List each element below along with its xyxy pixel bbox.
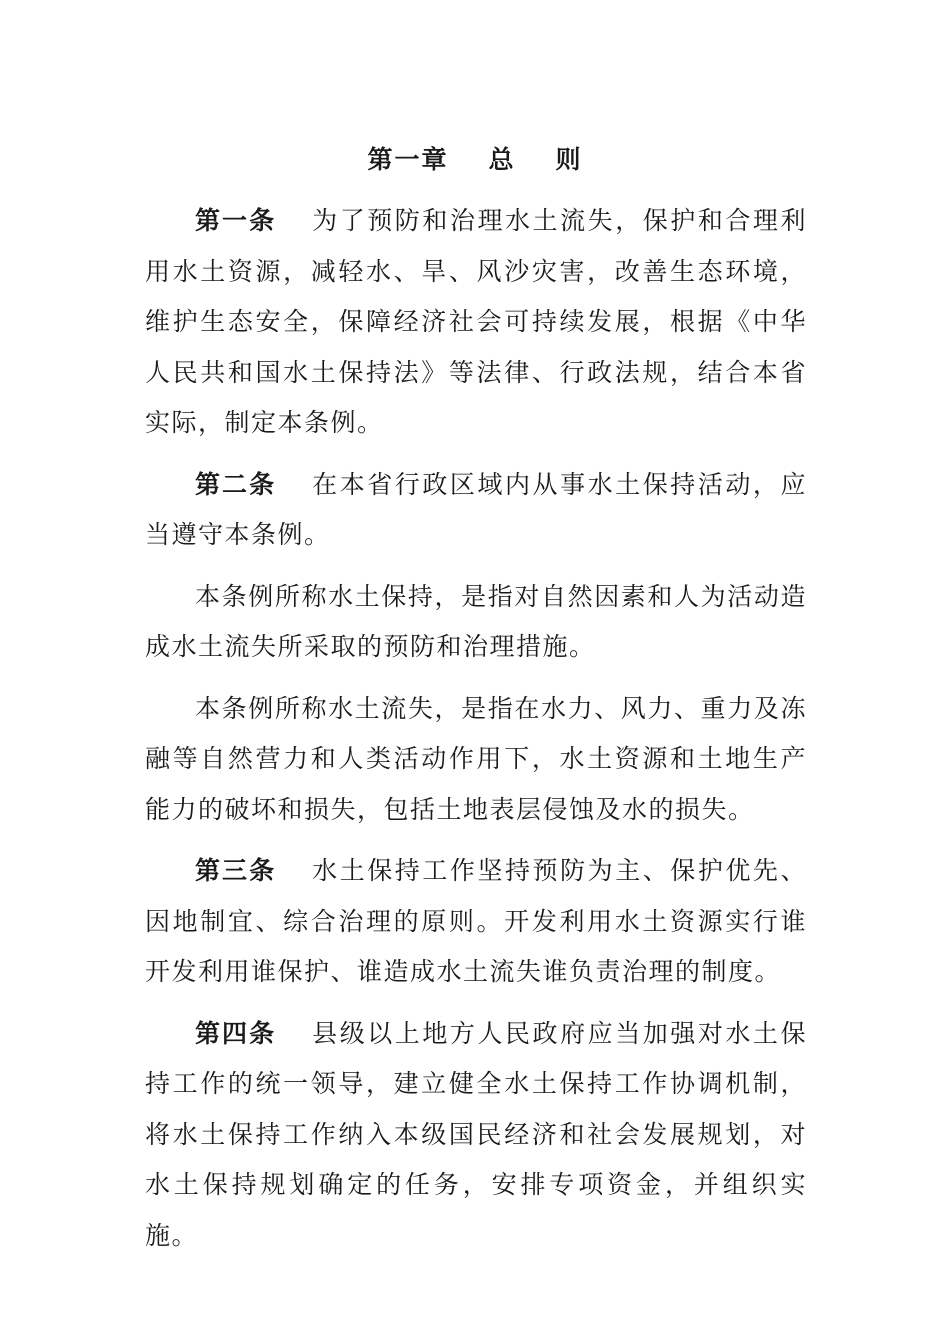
article-label: 第二条 xyxy=(195,469,277,499)
article-label: 第三条 xyxy=(195,856,277,885)
chapter-name-char-1: 总 xyxy=(488,145,516,174)
article-1 xyxy=(145,196,807,449)
paragraph-text: 本条例所称水土流失，是指在水力、风力、重力及冻融等自然营力和人类活动作用下，水土资源和土地生产能力的破坏和损失，包括土地表层侵蚀及水的损失。 xyxy=(145,693,807,824)
article-label: 第四条 xyxy=(195,1018,277,1048)
article-3 xyxy=(145,846,807,998)
article-2 xyxy=(145,460,807,561)
document-body xyxy=(145,196,807,1272)
article-label: 第一条 xyxy=(195,206,277,235)
article-text: 县级以上地方人民政府应当加强对水土保持工作的统一领导，建立健全水土保持工作协调机制，将水土保持工作纳入本级国民经济和社会发展规划，对水土保持规划确定的任务，安排专项资金，并组织实施。 xyxy=(145,1018,807,1250)
chapter-number: 第一章 xyxy=(367,145,449,174)
article-text: 为了预防和治理水土流失，保护和合理利用水土资源，减轻水、旱、风沙灾害，改善生态环境，维护生态安全，保障经济社会可持续发展，根据《中华人民共和国水土保持法》等法律、行政法规，结合本省实际，制定本条例。 xyxy=(145,206,807,437)
article-text: 在本省行政区域内从事水土保持活动，应当遵守本条例。 xyxy=(145,469,807,549)
paragraph-text: 本条例所称水土保持，是指对自然因素和人为活动造成水土流失所采取的预防和治理措施。 xyxy=(145,581,807,661)
article-2-paragraph-2 xyxy=(145,572,807,673)
chapter-name-char-2: 则 xyxy=(555,145,583,174)
chapter-title xyxy=(0,140,950,180)
article-2-paragraph-3 xyxy=(145,684,807,836)
article-text: 水土保持工作坚持预防为主、保护优先、因地制宜、综合治理的原则。开发利用水土资源实行谁开发利用谁保护、谁造成水土流失谁负责治理的制度。 xyxy=(145,856,807,986)
article-4 xyxy=(145,1009,807,1262)
